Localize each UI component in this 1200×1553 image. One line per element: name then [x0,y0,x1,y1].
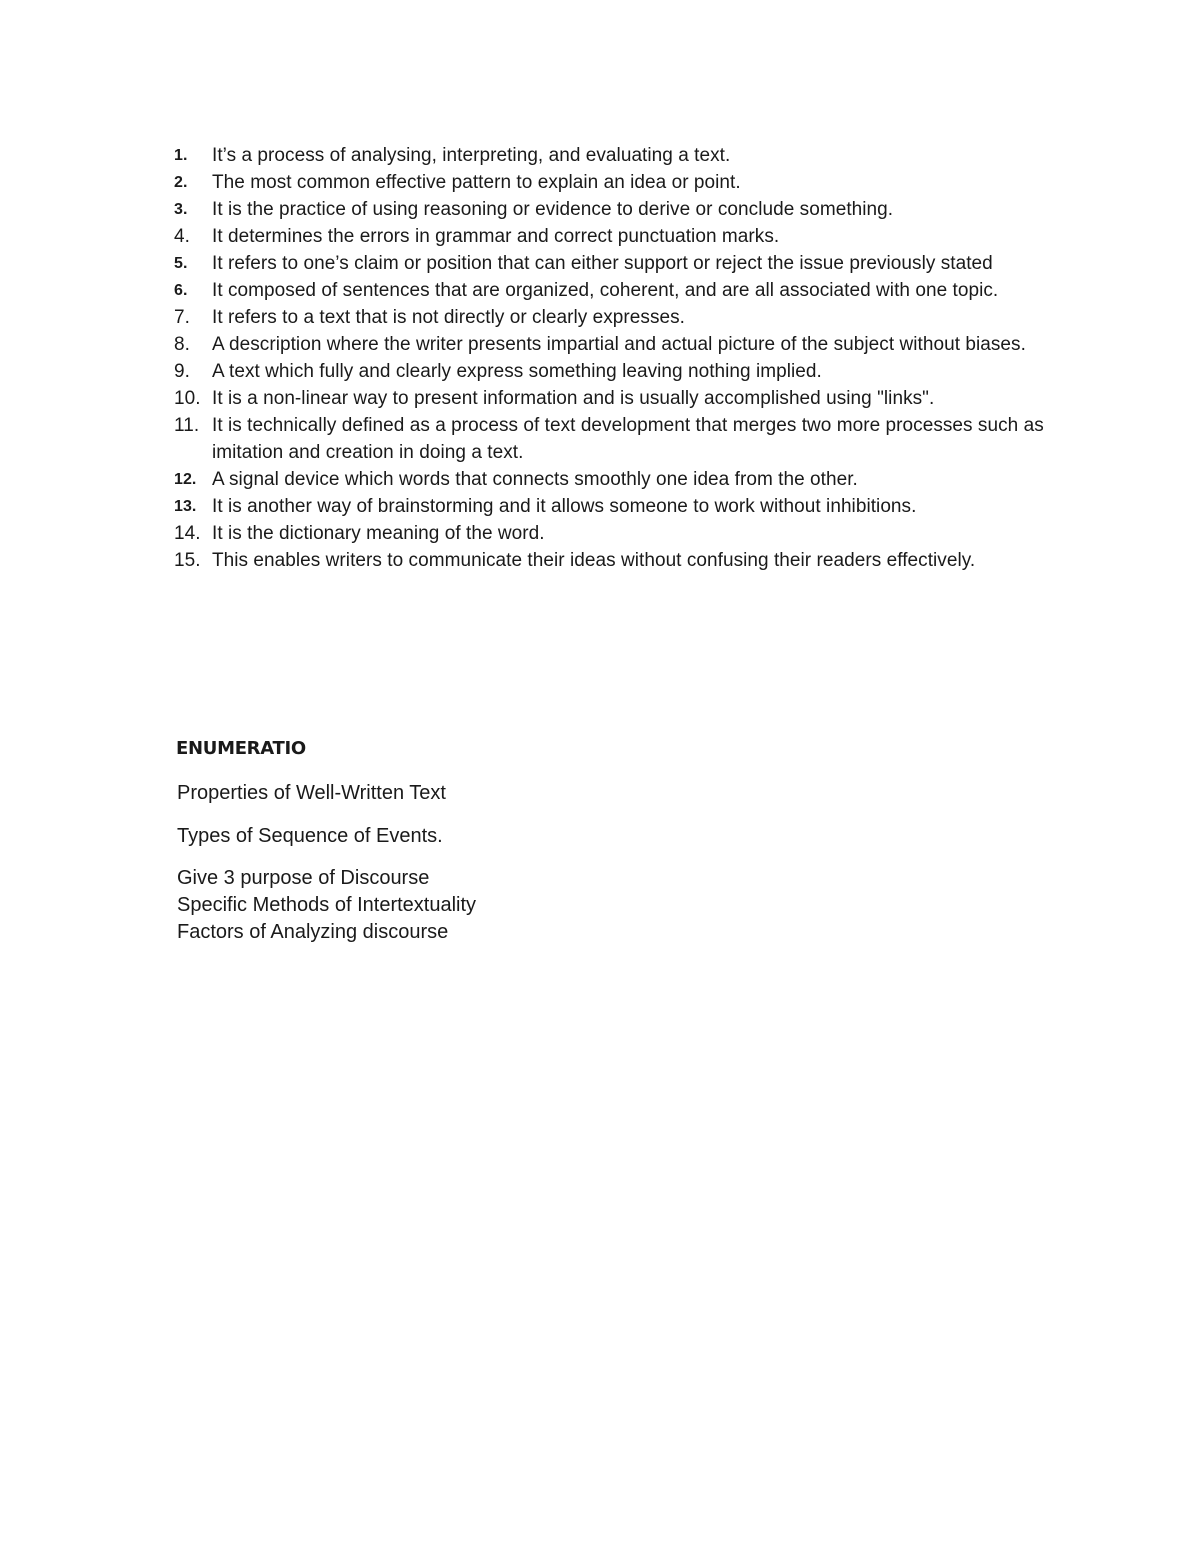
item-text: It is a non-linear way to present information and is usually accomplished using "links". [212,388,935,409]
list-item [174,169,1074,196]
enumeration-item: Factors of Analyzing discourse [177,921,449,943]
item-number: 5. [174,255,188,272]
item-text: The most common effective pattern to explain an idea or point. [212,172,741,193]
list-item [174,358,1074,385]
item-number: 15. [174,550,201,571]
list-item [174,304,1074,331]
list-item [174,196,1074,223]
item-text: It is technically defined as a process of text development that merges two more processes such as imitation and creation in doing a text. [212,415,1044,463]
list-item [174,520,1074,547]
item-number: 12. [174,471,197,488]
item-text: A signal device which words that connects smoothly one idea from the other. [212,469,858,490]
item-text: It’s a process of analysing, interpreting, and evaluating a text. [212,145,731,166]
enumeration-item: Specific Methods of Intertextuality [177,894,477,916]
list-item [174,493,1074,520]
item-text: It composed of sentences that are organized, coherent, and are all associated with one topic. [212,280,999,301]
item-number: 10. [174,388,201,409]
enumeration-item: Give 3 purpose of Discourse [177,867,430,889]
item-number: 2. [174,174,188,191]
item-number: 1. [174,147,188,164]
enumeration-item: Properties of Well-Written Text [177,782,446,804]
item-text: This enables writers to communicate their ideas without confusing their readers effectively. [212,550,976,571]
item-text: It is the dictionary meaning of the word. [212,523,545,544]
item-text: It refers to one’s claim or position that can either support or reject the issue previously stated [212,253,993,274]
item-number: 3. [174,201,188,218]
item-number: 14. [174,523,201,544]
list-item [174,385,1074,412]
item-number: 6. [174,282,188,299]
enumeration-item: Types of Sequence of Events. [177,825,443,847]
item-number: 4. [174,226,190,247]
list-item [174,466,1074,493]
list-item [174,412,1074,466]
item-text: It refers to a text that is not directly or clearly expresses. [212,307,686,328]
item-number: 13. [174,498,197,515]
item-text: It is another way of brainstorming and it allows someone to work without inhibitions. [212,496,917,517]
list-item [174,277,1074,304]
item-text: It is the practice of using reasoning or evidence to derive or conclude something. [212,199,894,220]
item-text: It determines the errors in grammar and correct punctuation marks. [212,226,780,247]
item-number: 7. [174,307,190,328]
list-item [174,142,1074,169]
item-number: 9. [174,361,190,382]
item-text: A description where the writer presents impartial and actual picture of the subject without biases. [212,334,1026,355]
item-number: 8. [174,334,190,355]
enumeration-heading: ENUMERATIO [176,738,306,759]
item-number: 11. [174,415,200,436]
list-item [174,547,1074,574]
list-item [174,223,1074,250]
list-item [174,331,1074,358]
question-list [174,142,1074,574]
list-item [174,250,1074,277]
item-text: A text which fully and clearly express something leaving nothing implied. [212,361,822,382]
